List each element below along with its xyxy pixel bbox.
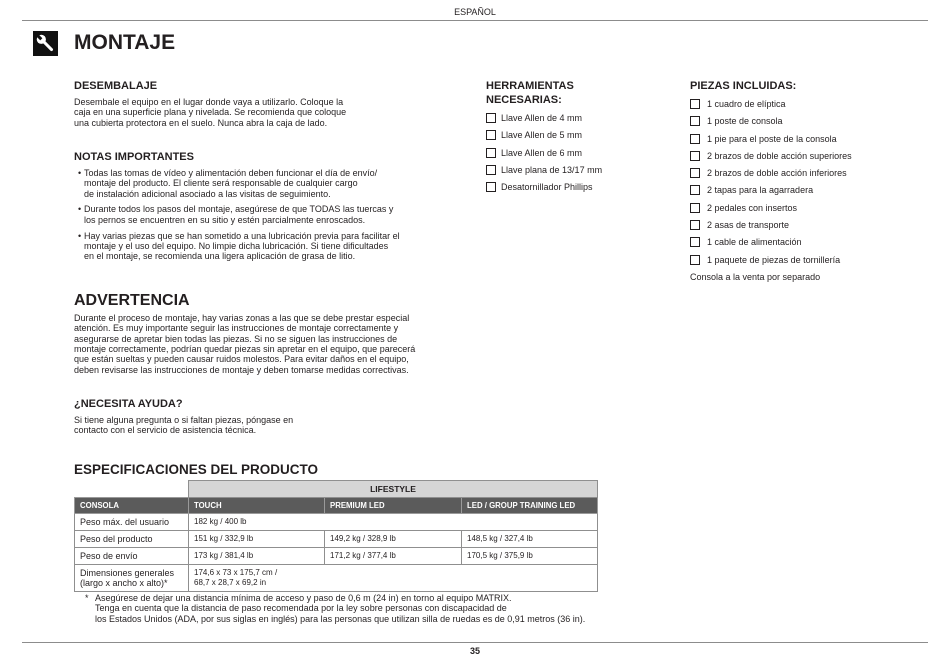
row-value-line: 68,7 x 28,7 x 69,2 in	[194, 578, 267, 587]
row-value: 170,5 kg / 375,9 lb	[462, 548, 598, 565]
row-value: 182 kg / 400 lb	[189, 514, 598, 531]
tool-checkbox	[486, 165, 496, 175]
tool-checkbox	[486, 148, 496, 158]
column-header: LED / GROUP TRAINING LED	[462, 498, 598, 514]
parts-note: Consola a la venta por separado	[690, 271, 821, 282]
tools-checklist	[486, 109, 602, 195]
language-label: ESPAÑOL	[454, 7, 496, 17]
header-divider	[22, 20, 928, 21]
note-item	[74, 168, 400, 199]
part-checkbox	[690, 203, 700, 213]
text-line: contacto con el servicio de asistencia técnica.	[74, 425, 257, 436]
tool-checkbox	[486, 130, 496, 140]
bullet-icon: •	[78, 230, 82, 241]
part-item	[690, 147, 852, 164]
text-line: montaje del producto. El cliente será responsable de cualquier cargo	[84, 178, 358, 189]
part-checkbox	[690, 168, 700, 178]
row-label-line: Dimensiones generales	[80, 567, 175, 578]
part-item	[690, 165, 852, 182]
part-label: 1 paquete de piezas de tornillería	[707, 254, 841, 265]
part-item	[690, 251, 852, 268]
row-value	[189, 565, 598, 592]
table-row	[75, 548, 598, 565]
tool-checkbox	[486, 113, 496, 123]
text-line: una cubierta protectora en el suelo. Nunca abra la caja de lado.	[74, 117, 328, 128]
column-header: CONSOLA	[75, 498, 189, 514]
text-line: Durante todos los pasos del montaje, asegúrese de que TODAS las tuercas y	[84, 204, 394, 215]
text-line: montaje y el uso del equipo. No limpie dicha lubricación. Si tiene dificultades	[84, 241, 389, 252]
part-checkbox	[690, 255, 700, 265]
tools-heading	[486, 79, 574, 107]
table-row	[75, 565, 598, 592]
part-item	[690, 216, 852, 233]
footer-divider	[22, 642, 928, 643]
tool-label: Llave plana de 13/17 mm	[501, 164, 603, 175]
row-value: 149,2 kg / 328,9 lb	[325, 531, 462, 548]
column-header: PREMIUM LED	[325, 498, 462, 514]
notes-list	[74, 168, 400, 267]
tool-label: Desatornillador Phillips	[501, 182, 593, 193]
table-row	[75, 514, 598, 531]
text-line: Hay varias piezas que se han sometido a una lubricación previa para facilitar el	[84, 230, 400, 241]
text-line: Si tiene alguna pregunta o si faltan piezas, póngase en	[74, 414, 294, 425]
footnote-text	[95, 593, 585, 624]
unpacking-text	[74, 97, 346, 128]
part-item	[690, 182, 852, 199]
note-item	[74, 204, 400, 225]
row-label: Peso máx. del usuario	[75, 514, 189, 531]
tool-label: Llave Allen de 6 mm	[501, 147, 583, 158]
row-label: Peso de envío	[75, 548, 189, 565]
part-item	[690, 234, 852, 251]
text-line: Tenga en cuenta que la distancia de paso recomendada por la ley sobre personas con discapacidad de	[95, 603, 507, 614]
text-line: de instalación adicional asociado a las visitas de seguimiento.	[84, 188, 331, 199]
text-line: los Estados Unidos (ADA, por sus siglas en inglés) para las personas que utilizan silla de ruedas es de 0,91 metros (36 in).	[95, 613, 586, 624]
text-line: Asegúrese de dejar una distancia mínima de acceso y paso de 0,6 m (24 in) en torno al equipo MATRIX.	[95, 592, 512, 603]
part-label: 1 pie para el poste de la consola	[707, 133, 837, 144]
page-title: MONTAJE	[74, 31, 176, 54]
part-item	[690, 113, 852, 130]
text-line: Durante el proceso de montaje, hay varias zonas a las que se debe prestar especial	[74, 312, 410, 323]
row-value-line: 174,6 x 73 x 175,7 cm /	[194, 568, 278, 578]
help-heading: ¿NECESITA AYUDA?	[74, 397, 183, 410]
help-text	[74, 415, 293, 436]
part-item	[690, 95, 852, 112]
bullet-icon: •	[78, 204, 82, 215]
table-header-row	[75, 498, 598, 514]
footnote-marker: *	[85, 592, 89, 603]
text-line: Desembale el equipo en el lugar donde vaya a utilizarlo. Coloque la	[74, 96, 344, 107]
row-label	[75, 565, 189, 592]
part-checkbox	[690, 220, 700, 230]
row-value: 151 kg / 332,9 lb	[189, 531, 325, 548]
part-checkbox	[690, 151, 700, 161]
row-value: 171,2 kg / 377,4 lb	[325, 548, 462, 565]
part-label: 1 cable de alimentación	[707, 237, 802, 248]
text-line: que están sueltas y pueden causar ruidos molestos. Para evitar daños en el equipo,	[74, 354, 409, 365]
part-label: 2 tapas para la agarradera	[707, 185, 814, 196]
part-label: 1 cuadro de elíptica	[707, 98, 786, 109]
notes-heading: NOTAS IMPORTANTES	[74, 150, 194, 163]
part-label: 2 asas de transporte	[707, 220, 790, 231]
table-group-row	[75, 481, 598, 498]
tool-label: Llave Allen de 4 mm	[501, 112, 583, 123]
tool-label: Llave Allen de 5 mm	[501, 130, 583, 141]
warning-text	[74, 313, 415, 375]
part-checkbox	[690, 116, 700, 126]
unpacking-heading: DESEMBALAJE	[74, 80, 158, 92]
text-line: caja en una superficie plana y nivelada. Se recomienda que coloque	[74, 107, 347, 118]
text-line: asegurarse de apretar bien todas las piezas. Si no se siguen las instrucciones de	[74, 333, 398, 344]
group-header: LIFESTYLE	[189, 481, 598, 498]
tool-checkbox	[486, 182, 496, 192]
text-line: montaje correctamente, podrían quedar piezas sin apretar en el equipo, que parecerá	[74, 344, 416, 355]
text-line: en el montaje, se recomienda una ligera aplicación de grasa de litio.	[84, 251, 356, 262]
parts-heading: PIEZAS INCLUIDAS:	[690, 80, 797, 92]
part-label: 2 pedales con insertos	[707, 202, 798, 213]
text-line: atención. Es muy importante seguir las instrucciones de montaje correctamente y	[74, 323, 399, 334]
tool-item	[486, 161, 602, 178]
part-item	[690, 199, 852, 216]
tools-heading-line: HERRAMIENTAS	[486, 80, 574, 92]
tool-item	[486, 144, 602, 161]
tool-item	[486, 179, 602, 196]
warning-heading: ADVERTENCIA	[74, 291, 190, 309]
part-item	[690, 130, 852, 147]
part-checkbox	[690, 134, 700, 144]
tool-item	[486, 127, 602, 144]
part-checkbox	[690, 185, 700, 195]
wrench-icon	[33, 31, 58, 56]
part-label: 2 brazos de doble acción inferiores	[707, 168, 847, 179]
table-row	[75, 531, 598, 548]
part-label: 2 brazos de doble acción superiores	[707, 150, 852, 161]
note-item	[74, 231, 400, 262]
part-label: 1 poste de consola	[707, 116, 783, 127]
specs-heading: ESPECIFICACIONES DEL PRODUCTO	[74, 462, 319, 477]
text-line: Todas las tomas de vídeo y alimentación deben funcionar el día de envío/	[84, 167, 378, 178]
table-cell-empty	[75, 481, 189, 498]
column-header: TOUCH	[189, 498, 325, 514]
part-checkbox	[690, 237, 700, 247]
part-checkbox	[690, 99, 700, 109]
tool-item	[486, 109, 602, 126]
bullet-icon: •	[78, 167, 82, 178]
tools-heading-line: NECESARIAS:	[486, 94, 562, 106]
row-value: 173 kg / 381,4 lb	[189, 548, 325, 565]
row-value: 148,5 kg / 327,4 lb	[462, 531, 598, 548]
row-label: Peso del producto	[75, 531, 189, 548]
page-number: 35	[469, 646, 480, 656]
parts-checklist	[690, 95, 852, 285]
text-line: los pernos se encuentren en su sitio y estén parcialmente enroscados.	[84, 214, 366, 225]
text-line: deben revisarse las instrucciones de montaje y deben tomarse medidas correctivas.	[74, 364, 409, 375]
row-label-line: (largo x ancho x alto)*	[80, 578, 168, 588]
specs-table	[74, 480, 598, 592]
